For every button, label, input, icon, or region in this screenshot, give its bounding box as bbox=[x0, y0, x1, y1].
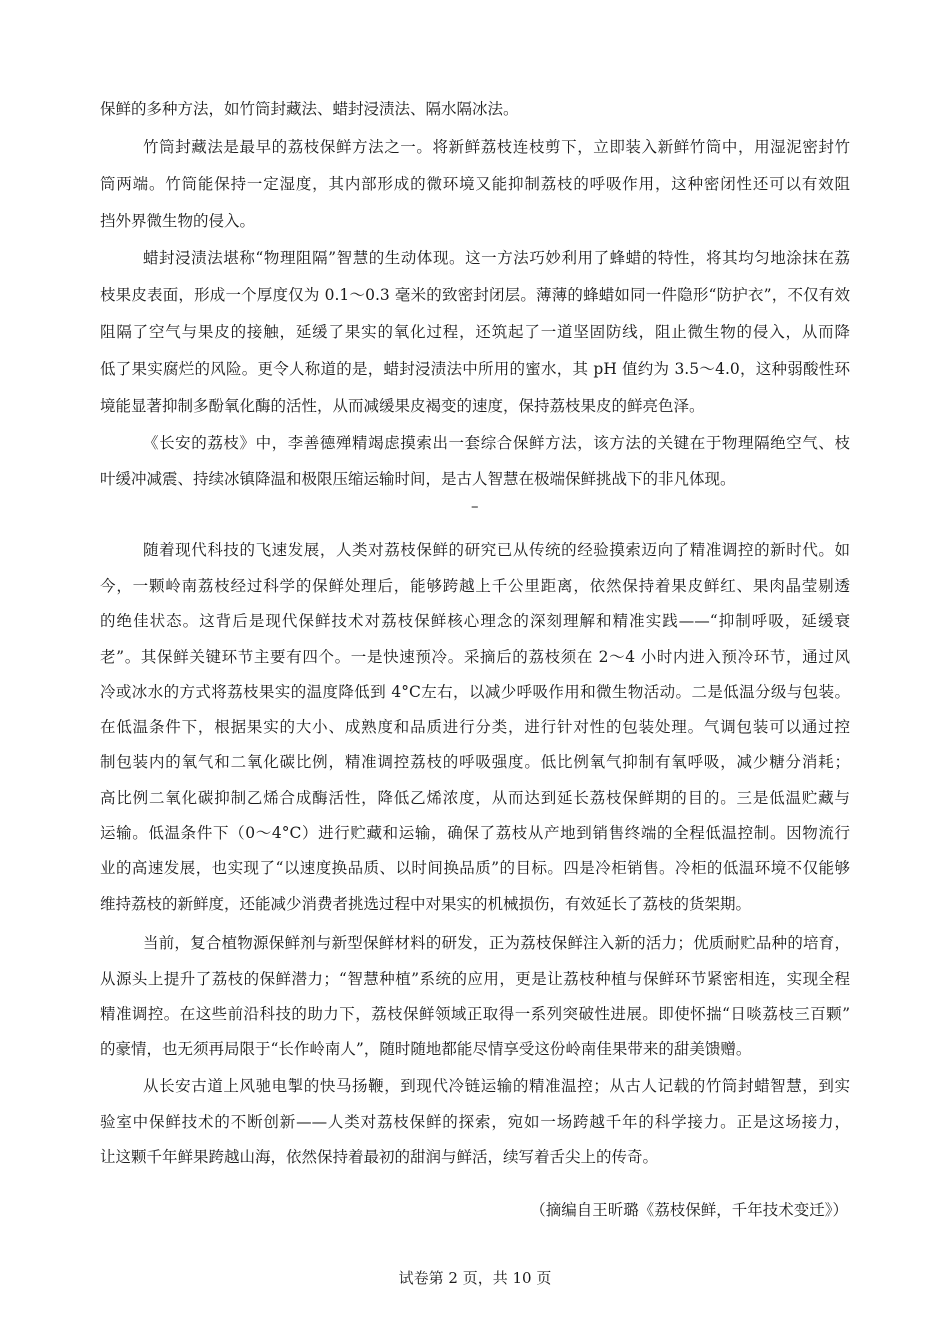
text-line: 蜡封浸渍法堪称“物理阻隔”智慧的生动体现。这一方法巧妙利用了蜂蜡的特性，将其均匀地涂抹在荔 bbox=[143, 249, 850, 267]
text-line: 精准调控。在这些前沿科技的助力下，荔枝保鲜领域正取得一系列突破性进展。即使怀揣“日啖荔枝三百颗” bbox=[100, 1005, 850, 1023]
text-line: 让这颗千年鲜果跨越山海，依然保持着最初的甜润与鲜活，续写着舌尖上的传奇。 bbox=[100, 1148, 659, 1166]
text-line: 业的高速发展，也实现了“以速度换品质、以时间换品质”的目标。四是冷柜销售。冷柜的低温环境不仅能够 bbox=[100, 859, 850, 877]
text-line: 阻隔了空气与果皮的接触，延缓了果实的氧化过程，还筑起了一道坚固防线，阻止微生物的侵入，从而降 bbox=[100, 323, 850, 341]
text-line: 保鲜的多种方法，如竹筒封藏法、蜡封浸渍法、隔水隔冰法。 bbox=[100, 100, 519, 118]
text-line: 挡外界微生物的侵入。 bbox=[100, 212, 256, 230]
text-line: 运输。低温条件下（0～4°C）进行贮藏和运输，确保了荔枝从产地到销售终端的全程低温控制。因物流行 bbox=[100, 824, 850, 842]
text-line: 老”。其保鲜关键环节主要有四个。一是快速预冷。采摘后的荔枝须在 2～4 小时内进入预冷环节，通过风 bbox=[100, 648, 850, 666]
text-line: 的豪情，也无须再局限于“长作岭南人”，随时随地都能尽情享受这份岭南佳果带来的甜美馈赠。 bbox=[100, 1040, 752, 1058]
text-line: 筒两端。竹筒能保持一定湿度，其内部形成的微环境又能抑制荔枝的呼吸作用，这种密闭性还可以有效阻 bbox=[100, 175, 850, 193]
text-line: 验室中保鲜技术的不断创新——人类对荔枝保鲜的探索，宛如一场跨越千年的科学接力。正是这场接力， bbox=[100, 1113, 850, 1131]
text-line: 维持荔枝的新鲜度，还能减少消费者挑选过程中对果实的机械损伤，有效延长了荔枝的货架期。 bbox=[100, 895, 752, 913]
page-footer: 试卷第 2 页，共 10 页 bbox=[398, 1269, 552, 1287]
text-line: 从长安古道上风驰电掣的快马扬鞭，到现代冷链运输的精准温控；从古人记载的竹筒封蜡智慧，到实 bbox=[143, 1077, 850, 1095]
text-line: 制包装内的氧气和二氧化碳比例，精准调控荔枝的呼吸强度。低比例氧气抑制有氧呼吸，减少糖分消耗； bbox=[100, 753, 850, 771]
text-line: 高比例二氧化碳抑制乙烯合成酶活性，降低乙烯浓度，从而达到延长荔枝保鲜期的目的。三是低温贮藏与 bbox=[100, 789, 850, 807]
text-line: 冷或冰水的方式将荔枝果实的温度降低到 4°C左右，以减少呼吸作用和微生物活动。二是低温分级与包装。 bbox=[100, 683, 850, 701]
text-line: 从源头上提升了荔枝的保鲜潜力；“智慧种植”系统的应用，更是让荔枝种植与保鲜环节紧密相连，实现全程 bbox=[100, 970, 850, 988]
text-line: 今，一颗岭南荔枝经过科学的保鲜处理后，能够跨越上千公里距离，依然保持着果皮鲜红、果肉晶莹剔透 bbox=[100, 577, 850, 595]
text-line: 当前，复合植物源保鲜剂与新型保鲜材料的研发，正为荔枝保鲜注入新的活力；优质耐贮品种的培育， bbox=[143, 934, 850, 952]
text-line: 枝果皮表面，形成一个厚度仅为 0.1～0.3 毫米的致密封闭层。薄薄的蜂蜡如同一件隐形“防护衣”，不仅有效 bbox=[100, 286, 850, 304]
text-line: 竹筒封藏法是最早的荔枝保鲜方法之一。将新鲜荔枝连枝剪下，立即装入新鲜竹筒中，用湿泥密封竹 bbox=[143, 138, 850, 156]
text-line: 的绝佳状态。这背后是现代保鲜技术对荔枝保鲜核心理念的深刻理解和精准实践——“抑制呼吸，延缓衰 bbox=[100, 612, 850, 630]
text-line: 叶缓冲减震、持续冰镇降温和极限压缩运输时间，是古人智慧在极端保鲜挑战下的非凡体现。 bbox=[100, 470, 736, 488]
text-line: 在低温条件下，根据果实的大小、成熟度和品质进行分类，进行针对性的包装处理。气调包装可以通过控 bbox=[100, 718, 850, 736]
text-line: 低了果实腐烂的风险。更令人称道的是，蜡封浸渍法中所用的蜜水，其 pH 值约为 3.5～4.0，这种弱酸性环 bbox=[100, 360, 850, 378]
text-line: 境能显著抑制多酚氧化酶的活性，从而减缓果皮褐变的速度，保持荔枝果皮的鲜亮色泽。 bbox=[100, 397, 705, 415]
text-line: 随着现代科技的飞速发展，人类对荔枝保鲜的研究已从传统的经验摸索迈向了精准调控的新时代。如 bbox=[143, 541, 850, 559]
text-line: 《长安的荔枝》中，李善德殚精竭虑摸索出一套综合保鲜方法，该方法的关键在于物理隔绝空气、枝 bbox=[143, 434, 850, 452]
section-separator: – bbox=[471, 497, 479, 515]
article-source: （摘编自王昕璐《荔枝保鲜，千年技术变迁》） bbox=[530, 1200, 848, 1219]
